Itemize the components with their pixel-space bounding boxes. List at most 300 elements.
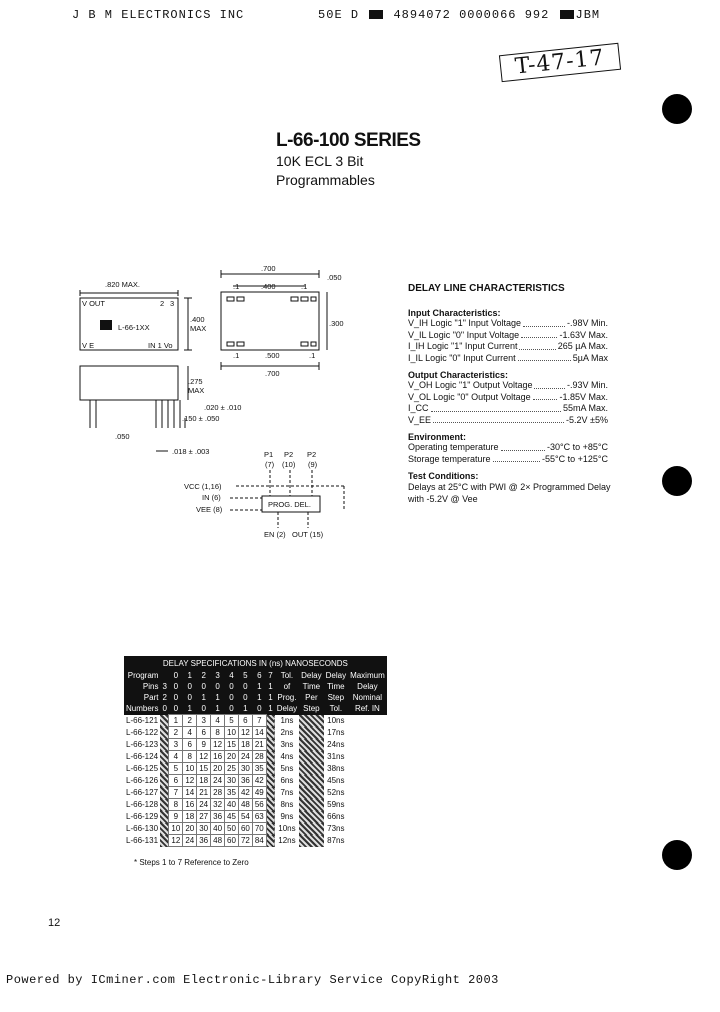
leader-dots [521,330,557,339]
leader-dots [501,442,545,451]
delay-value-cell: 18 [238,739,252,751]
table-header-cell: Program [124,670,160,681]
delay-value-cell: 30 [197,823,211,835]
table-row [124,811,387,823]
delay-value-cell: 24 [238,751,252,763]
delay-value-cell: 84 [252,835,266,847]
pin-label: IN 1 Vo [148,341,173,350]
delay-value-cell: 12 [169,835,183,847]
shaded-cell [160,775,168,787]
table-header-cell: 0 [225,681,239,692]
footer-copyright: Powered by ICminer.com Electronic-Library Service CopyRight 2003 [6,973,499,987]
max-delay-cell: 31ns [327,752,345,761]
table-header-cell: 2 [197,670,211,681]
spec-label: Operating temperature [408,442,499,452]
delay-value-cell: 12 [197,751,211,763]
step-cell: 3ns [280,740,294,749]
step-cell: 1ns [280,716,294,725]
delay-value-cell: 4 [211,715,225,727]
table-header-cell: 1 [211,703,225,715]
table-header-cell: 1 [268,682,273,691]
spec-row [408,330,608,342]
step-cell: 10ns [278,824,296,833]
step-cell: 12ns [278,836,296,845]
delay-value-cell: 72 [238,835,252,847]
delay-value-cell: 5 [225,715,239,727]
dim-label: .300 [329,319,344,328]
prog-del-box-label: PROG. DEL. [268,500,311,509]
spec-row [408,403,608,415]
table-row [124,715,387,727]
input-heading: Input Characteristics: [408,308,501,318]
delay-value-cell: 2 [183,715,197,727]
subtitle-line-2: Programmables [276,172,375,188]
delay-value-cell: 3 [197,715,211,727]
dim-label: .050 [115,432,130,441]
step-cell: 2ns [280,728,294,737]
delay-value-cell: 6 [169,775,183,787]
table-header-cell: 0 [238,692,252,703]
step-cell: 4ns [280,752,294,761]
spec-label: V_IH Logic "1" Input Voltage [408,318,521,328]
delay-value-cell: 15 [225,739,239,751]
delay-value-cell: 4 [183,727,197,739]
spec-value: 5µA Max [572,352,608,363]
dim-label: .020 ± .010 [204,403,242,412]
table-header-cell: Part [124,692,160,703]
delay-value-cell: 7 [169,787,183,799]
delay-value-cell: 32 [211,799,225,811]
part-number-cell: L-66-121 [126,716,159,725]
pin-p2-label: P2 [284,450,294,459]
shaded-cell [160,715,168,727]
pin-p1-label: P1 [264,450,274,459]
handwritten-stamp: T-47-17 [499,43,621,82]
shaded-cell [299,811,323,823]
delay-heading: DELAY LINE CHARACTERISTICS [408,283,565,294]
table-header-cell: Step [324,692,348,703]
delay-value-cell: 21 [252,739,266,751]
spec-value: -55°C to +125°C [542,453,608,464]
pin-p3-number: (9) [308,460,318,469]
table-header-cell: 4 [225,670,239,681]
table-header-cell: Step [299,703,323,715]
table-title: DELAY SPECIFICATIONS IN (ns) NANOSECONDS [124,656,387,670]
shaded-cell [160,739,168,751]
spec-label: V_OL Logic "0" Output Voltage [408,391,531,402]
table-header-cell: 1 [252,692,266,703]
table-header-cell: of [275,681,299,692]
table-row [124,787,387,799]
dim-label: .150 ± .050 [182,414,220,423]
spec-value: -1.63V Max. [559,329,608,340]
page-title: L-66-100 SERIES [276,130,421,151]
delay-value-cell: 30 [225,775,239,787]
dim-label: .400 [261,282,276,291]
vee-label: VEE (8) [196,505,223,514]
shaded-cell [266,715,274,727]
table-row [124,727,387,739]
spec-label: V_OH Logic "1" Output Voltage [408,380,533,390]
part-number-cell: L-66-126 [126,776,159,785]
delay-value-cell: 5 [169,763,183,775]
table-header-cell: Prog. [275,692,299,703]
shaded-cell [299,787,323,799]
delay-value-cell: 18 [183,811,197,823]
step-cell: 9ns [280,812,294,821]
delay-value-cell: 40 [225,799,239,811]
delay-value-cell: 60 [225,835,239,847]
shaded-cell [299,763,323,775]
pin-label: 3 [170,299,175,308]
leader-dots [518,353,571,362]
delay-value-cell: 27 [197,811,211,823]
delay-value-cell: 16 [211,751,225,763]
table-header-cell: 0 [252,703,266,715]
dim-label: .700 [265,369,280,378]
shaded-cell [299,739,323,751]
table-header-cell: 1 [238,703,252,715]
part-number-cell: L-66-127 [126,788,159,797]
dim-label: .1 [309,351,316,360]
shaded-cell [160,763,168,775]
shaded-cell [160,835,168,847]
punch-hole [662,94,692,124]
shaded-cell [160,823,168,835]
shaded-cell [160,799,168,811]
delay-value-cell: 24 [211,775,225,787]
dim-label: .275 [188,377,203,386]
delay-value-cell: 70 [252,823,266,835]
table-header-cell: 1 [197,692,211,703]
black-block-icon [560,10,574,19]
pin-label: 2 [160,299,165,308]
delay-value-cell: 6 [197,727,211,739]
shaded-cell [299,715,323,727]
delay-value-cell: 7 [252,715,266,727]
shaded-cell [299,823,323,835]
package-part-label: L-66-1XX [118,323,150,332]
table-header-cell: 0 [162,704,167,714]
leader-dots [533,392,558,401]
table-row [124,799,387,811]
table-header-cell: 0 [197,703,211,715]
punch-hole [662,840,692,870]
leader-dots [431,403,561,412]
table-header-cell: 0 [169,681,183,692]
spec-row [408,353,608,365]
spec-label: I_IL Logic "0" Input Current [408,352,516,363]
table-row [124,763,387,775]
shaded-cell [266,775,274,787]
delay-value-cell: 9 [169,811,183,823]
table-header-cell: 3 [211,670,225,681]
shaded-cell [266,799,274,811]
dim-label: .050 [327,273,342,282]
max-delay-cell: 87ns [327,836,345,845]
header-numbers: 4894072 0000066 992 [393,8,550,22]
table-header-cell: Ref. IN [348,703,387,715]
table-header-cell: 1 [211,692,225,703]
dim-label: .400 [190,315,205,324]
shaded-cell [299,799,323,811]
spec-row [408,392,608,404]
delay-value-cell: 1 [169,715,183,727]
shaded-cell [160,787,168,799]
delay-value-cell: 40 [211,823,225,835]
in-label: IN (6) [202,493,221,502]
table-header-cell: 0 [211,681,225,692]
table-header-cell: 1 [183,703,197,715]
dim-label: .018 ± .003 [172,447,210,456]
dim-label: .500 [265,351,280,360]
spec-value: -5.2V ±5% [566,414,608,425]
subtitle-line-1: 10K ECL 3 Bit [276,153,364,169]
shaded-cell [160,811,168,823]
delay-value-cell: 54 [238,811,252,823]
shaded-cell [266,811,274,823]
leader-dots [519,341,555,350]
delay-value-cell: 10 [169,823,183,835]
delay-value-cell: 36 [197,835,211,847]
spec-label: V_EE [408,414,432,425]
schematic-diagram [180,448,360,543]
part-number-cell: L-66-124 [126,752,159,761]
table-footnote: * Steps 1 to 7 Reference to Zero [134,858,249,867]
delay-value-cell: 45 [225,811,239,823]
table-header-cell: Nominal [348,692,387,703]
shaded-cell [266,739,274,751]
table-header-cell: Numbers [126,704,159,714]
delay-value-cell: 8 [211,727,225,739]
delay-value-cell: 42 [252,775,266,787]
delay-value-cell: 24 [197,799,211,811]
spec-value: -.98V Min. [566,318,608,328]
delay-value-cell: 36 [238,775,252,787]
table-header-cell [160,670,168,681]
jbm-logo-icon [100,320,112,330]
punch-hole [662,466,692,496]
max-delay-cell: 59ns [327,800,345,809]
table-header-cell: Pins [124,681,160,692]
page-number: 12 [48,917,61,929]
spec-value: -1.85V Max. [559,391,608,402]
dim-label: MAX [188,386,205,395]
delay-value-cell: 49 [252,787,266,799]
delay-value-cell: 4 [169,751,183,763]
part-number-cell: L-66-122 [126,728,159,737]
table-header-cell: 0 [225,692,239,703]
delay-value-cell: 16 [183,799,197,811]
dim-label: .1 [233,351,240,360]
en-label: EN (2) [264,530,286,539]
pin-p1-number: (7) [265,460,275,469]
delay-value-cell: 48 [238,799,252,811]
delay-value-cell: 20 [211,763,225,775]
spec-row [408,341,608,353]
leader-dots [534,380,565,389]
delay-value-cell: 12 [211,739,225,751]
table-header-cell: Tol. [275,670,299,681]
spec-row [408,380,608,392]
spec-label: Storage temperature [408,453,491,464]
part-number-cell: L-66-129 [126,812,159,821]
spec-label: I_CC [408,403,429,413]
shaded-cell [299,835,323,847]
table-header-cell: 2 [162,693,167,702]
part-number-cell: L-66-123 [126,740,159,749]
delay-value-cell: 14 [252,727,266,739]
table-header-cell: 0 [169,703,183,715]
environment-heading: Environment: [408,432,467,442]
table-header-cell: 1 [268,704,273,714]
table-header-cell: Per [299,692,323,703]
delay-value-cell: 20 [183,823,197,835]
max-delay-cell: 66ns [327,812,345,821]
table-header-cell: 1 [268,693,273,702]
delay-value-cell: 8 [183,751,197,763]
out-label: OUT (15) [292,530,324,539]
delay-value-cell: 6 [183,739,197,751]
table-header-cell: 0 [183,681,197,692]
shaded-cell [266,787,274,799]
shaded-cell [299,727,323,739]
spec-row [408,442,608,454]
step-cell: 6ns [280,776,294,785]
black-block-icon [369,10,383,19]
delay-value-cell: 28 [252,751,266,763]
table-header-cell: 5 [238,670,252,681]
table-header-cell: 6 [252,670,266,681]
delay-value-cell: 28 [211,787,225,799]
table-header-cell: Maximum [350,671,385,680]
leader-dots [493,454,540,463]
delay-value-cell: 18 [197,775,211,787]
pin-label: V OUT [82,299,105,308]
max-delay-cell: 24ns [327,740,345,749]
header-code: 50E D [318,8,360,22]
shaded-cell [266,751,274,763]
table-header-cell: Delay [325,671,347,680]
delay-value-cell: 6 [238,715,252,727]
max-delay-cell: 73ns [327,824,345,833]
table-header-cell: Delay [301,671,322,680]
delay-value-cell: 14 [183,787,197,799]
table-row [124,739,387,751]
pin-p2-number: (10) [282,460,296,469]
shaded-cell [266,835,274,847]
delay-value-cell: 35 [225,787,239,799]
delay-value-cell: 2 [169,727,183,739]
table-row [124,835,387,847]
spec-value: -30°C to +85°C [547,442,608,452]
dim-label: .1 [301,282,308,291]
delay-value-cell: 3 [169,739,183,751]
shaded-cell [160,727,168,739]
shaded-cell [160,751,168,763]
table-header-cell: 0 [183,692,197,703]
vcc-label: VCC (1,16) [184,482,222,491]
delay-value-cell: 10 [183,763,197,775]
top-dimension-drawing [215,262,355,382]
max-delay-cell: 45ns [327,776,345,785]
test-condition: with -5.2V @ Vee [408,494,478,504]
dim-label: .820 MAX. [105,280,141,289]
delay-value-cell: 56 [252,799,266,811]
delay-value-cell: 8 [169,799,183,811]
delay-value-cell: 48 [211,835,225,847]
table-header-cell: 0 [169,670,183,681]
table-header-cell: Delay [348,681,387,692]
step-cell: 8ns [280,800,294,809]
table-header-cell: 1 [252,681,266,692]
pin-p3-label: P2 [307,450,317,459]
table-header-cell: Tol. [324,703,348,715]
delay-value-cell: 35 [252,763,266,775]
delay-value-cell: 30 [238,763,252,775]
header-tag: JBM [575,8,601,22]
delay-value-cell: 63 [252,811,266,823]
table-header-cell: 0 [238,681,252,692]
delay-characteristics [408,283,611,505]
spec-value: 55mA Max. [562,403,608,413]
table-row [124,751,387,763]
table-header-cell: Delay [276,704,298,714]
delay-value-cell: 36 [211,811,225,823]
table-row [124,823,387,835]
dim-label: .1 [233,282,240,291]
spec-row [408,415,608,427]
part-number-cell: L-66-131 [126,836,159,845]
table-row [124,775,387,787]
table-header-cell: 3 [162,682,167,691]
test-condition: Delays at 25°C with PWI @ 2× Programmed Delay [408,482,611,492]
company-name: J B M ELECTRONICS INC [72,8,245,22]
dim-label: MAX [190,324,207,333]
delay-value-cell: 15 [197,763,211,775]
table-header-cell: Time [299,681,323,692]
step-cell: 5ns [280,764,294,773]
leader-dots [523,318,565,327]
delay-value-cell: 9 [197,739,211,751]
spec-label: V_IL Logic "0" Input Voltage [408,329,520,340]
shaded-cell [299,775,323,787]
delay-value-cell: 10 [225,727,239,739]
table-header-cell: 7 [268,671,273,680]
part-number-cell: L-66-130 [126,824,159,833]
delay-value-cell: 12 [238,727,252,739]
max-delay-cell: 52ns [327,788,345,797]
dim-label: .700 [261,264,276,273]
table-header-cell: 1 [183,670,197,681]
spec-value: 265 µA Max. [557,341,608,351]
delay-value-cell: 25 [225,763,239,775]
max-delay-cell: 38ns [327,764,345,773]
delay-value-cell: 12 [183,775,197,787]
shaded-cell [266,823,274,835]
delay-value-cell: 21 [197,787,211,799]
shaded-cell [266,763,274,775]
scan-header [72,8,600,22]
delay-value-cell: 50 [225,823,239,835]
spec-label: I_IH Logic "1" Input Current [408,341,518,351]
table-header-cell: Time [324,681,348,692]
step-cell: 7ns [280,788,294,797]
spec-row [408,318,608,330]
max-delay-cell: 17ns [327,728,345,737]
delay-spec-table [124,656,387,847]
spec-value: -.93V Min. [566,380,608,390]
